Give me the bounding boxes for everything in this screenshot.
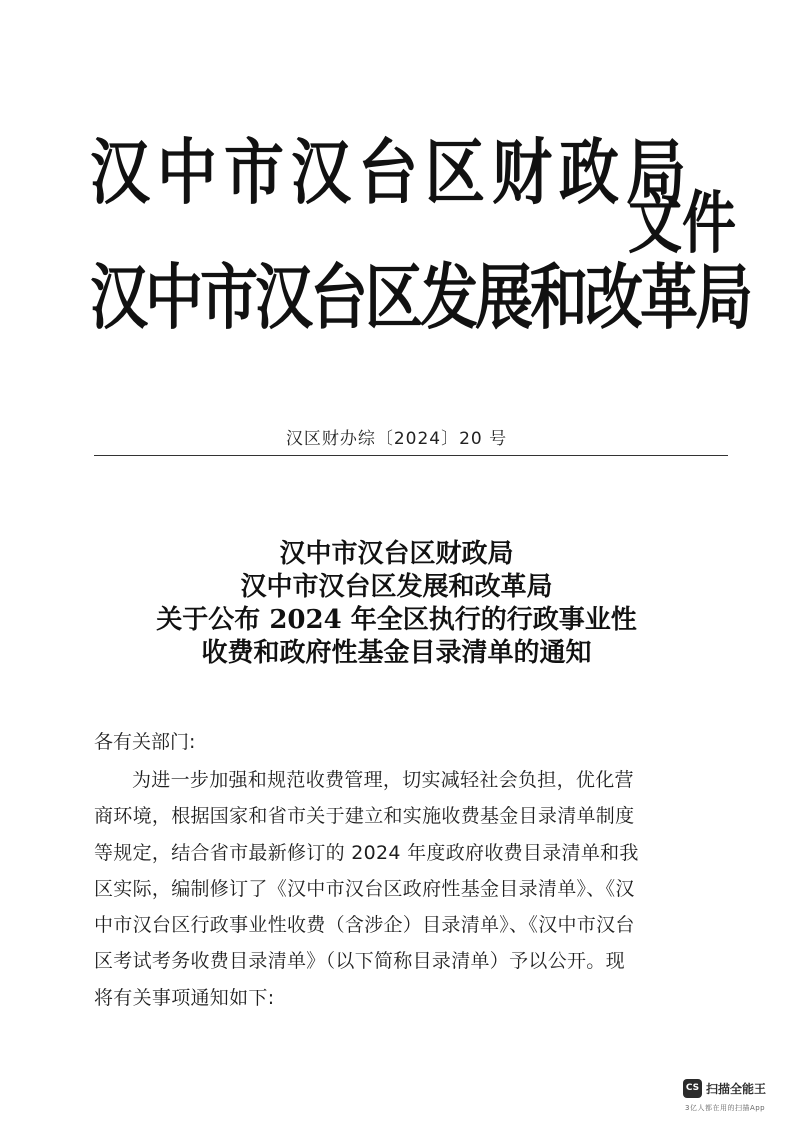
- document-body: [94, 722, 714, 1016]
- paragraph-line: 为进一步加强和规范收费管理，切实减轻社会负担，优化营: [132, 769, 634, 791]
- paragraph-line: 商环境，根据国家和省市关于建立和实施收费基金目录清单制度: [94, 805, 635, 828]
- salutation: 各有关部门:: [94, 731, 196, 753]
- paragraph-line: 区考试考务收费目录清单》（以下简称目录清单）予以公开。现: [94, 950, 625, 973]
- paragraph-line: 中市汉台区行政事业性收费（含涉企）目录清单》、《汉中市汉台: [94, 914, 635, 937]
- camscanner-logo-icon: CS: [683, 1079, 702, 1098]
- issuing-authority-development-reform: 汉中市汉台区发展和改革局: [90, 255, 751, 339]
- title-line: 收费和政府性基金目录清单的通知: [201, 638, 592, 668]
- file-label: 文件: [628, 183, 736, 263]
- title-line: 关于公布 2024 年全区执行的行政事业性: [156, 605, 637, 635]
- watermark-app-name: 扫描全能王: [706, 1082, 767, 1096]
- body-paragraph: [94, 762, 714, 1016]
- header-divider: [94, 455, 728, 456]
- title-line: 汉中市汉台区发展和改革局: [240, 572, 553, 602]
- watermark-tagline: 3亿人都在用的扫描App: [685, 1104, 766, 1112]
- title-line: 汉中市汉台区财政局: [279, 539, 514, 569]
- document-number: 汉区财办综〔2024〕20 号: [285, 429, 508, 449]
- scanner-watermark: [683, 1079, 787, 1115]
- paragraph-line: 区实际，编制修订了《汉中市汉台区政府性基金目录清单》、《汉: [94, 877, 635, 900]
- issuing-authority-finance: 汉中市汉台区财政局: [90, 132, 693, 215]
- paragraph-line: 将有关事项通知如下:: [94, 986, 275, 1009]
- document-title: [0, 538, 793, 670]
- paragraph-line: 等规定，结合省市最新修订的 2024 年度政府收费目录清单和我: [94, 841, 639, 864]
